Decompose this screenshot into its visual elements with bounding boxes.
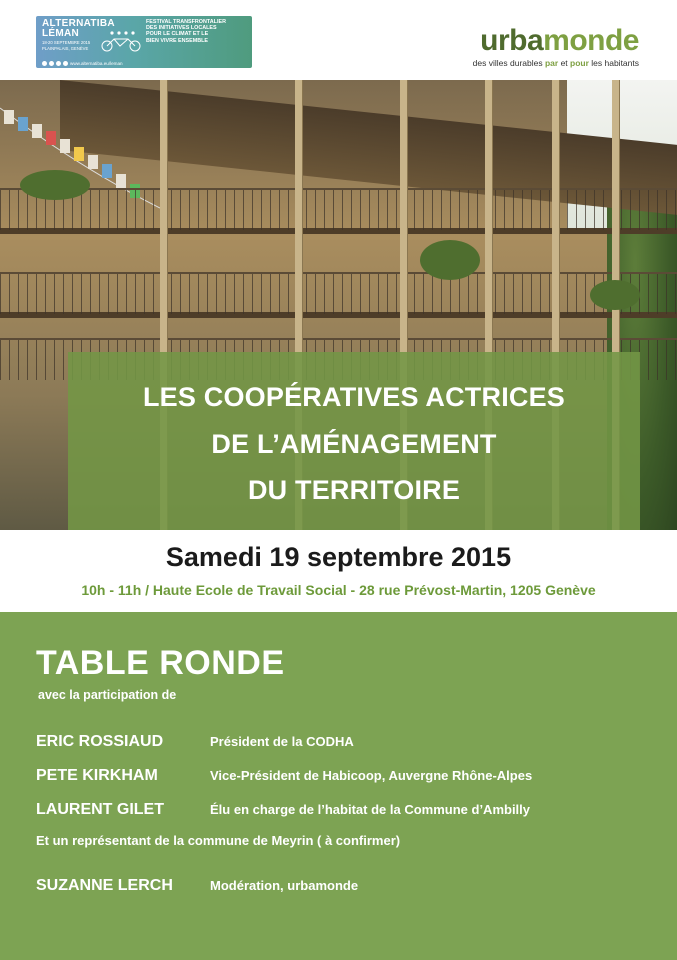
participant-row [36, 733, 354, 751]
participant-row [36, 801, 530, 819]
urbamonde-wordmark-part1: urba [480, 24, 544, 57]
tagline-par: par [544, 58, 559, 68]
balcony-railing [0, 188, 677, 230]
title-panel [68, 352, 640, 530]
tagline-pour: pour [570, 58, 589, 68]
moderator-row [36, 877, 358, 895]
table-ronde-title: TABLE RONDE [36, 644, 285, 682]
tagline-part-1: des villes durables [472, 58, 545, 68]
alternatiba-name-line1: ALTERNATIBA [42, 18, 115, 29]
event-date: Samedi 19 septembre 2015 [165, 542, 512, 572]
tagline-part-3: les habitants [588, 58, 639, 68]
participant-row [36, 767, 532, 785]
header [0, 0, 677, 80]
alternatiba-place: PLAINPALAIS, GENÈVE [42, 46, 89, 51]
title-line-3: DU TERRITOIRE [247, 475, 461, 505]
participation-subtitle: avec la participation de [38, 688, 177, 702]
participant-role: Président de la CODHA [210, 734, 354, 749]
balcony-plants [420, 240, 480, 280]
urbamonde-wordmark-part2: monde [543, 24, 639, 57]
title-line-1: LES COOPÉRATIVES ACTRICES [142, 382, 566, 412]
alternatiba-dates: 18-20 SEPTEMBRE 2015 [42, 40, 91, 45]
facebook-icon [42, 61, 47, 66]
additional-participant: Et un représentant de la commune de Meyrin ( à confirmer) [36, 833, 401, 848]
urbamonde-wordmark [473, 26, 639, 56]
festival-line-1: FESTIVAL TRANSFRONTALIER [146, 19, 226, 25]
balcony-plants [590, 280, 640, 310]
participant-role: Vice-Président de Habicoop, Auvergne Rhône-Alpes [210, 768, 533, 783]
balcony-plants [20, 170, 90, 200]
event-time-location: 10h - 11h / Haute Ecole de Travail Social - 28 rue Prévost-Martin, 1205 Genève [81, 582, 596, 598]
participant-name: PETE KIRKHAM [36, 767, 158, 784]
alternatiba-url: www.alternatiba.eu/leman [70, 61, 123, 66]
youtube-icon [56, 61, 61, 66]
moderator-role: Modération, urbamonde [210, 878, 359, 893]
moderator-name: SUZANNE LERCH [36, 877, 173, 894]
alternatiba-social [42, 61, 123, 66]
festival-line-4: BIEN VIVRE ENSEMBLE [146, 37, 209, 44]
participant-name: LAURENT GILET [36, 801, 164, 818]
participant-name: ERIC ROSSIAUD [36, 733, 164, 750]
tagline-part-2: et [558, 58, 571, 68]
alternatiba-festival-text [146, 19, 250, 44]
urbamonde-tagline [473, 58, 639, 68]
alternatiba-name-line2: LÉMAN [42, 28, 80, 39]
title-line-2: DE L’AMÉNAGEMENT [211, 429, 497, 459]
tandem-bike-icon [100, 30, 142, 52]
email-icon [63, 61, 68, 66]
alternatiba-logo [36, 16, 252, 68]
twitter-icon [49, 61, 54, 66]
balcony-railing [0, 272, 677, 314]
festival-line-3: POUR LE CLIMAT ET LE [146, 31, 209, 38]
table-ronde-panel [0, 612, 677, 960]
participant-role: Élu en charge de l’habitat de la Commune d’Ambilly [210, 802, 531, 817]
festival-line-2: DES INITIATIVES LOCALES [146, 25, 217, 32]
urbamonde-logo [473, 26, 639, 68]
